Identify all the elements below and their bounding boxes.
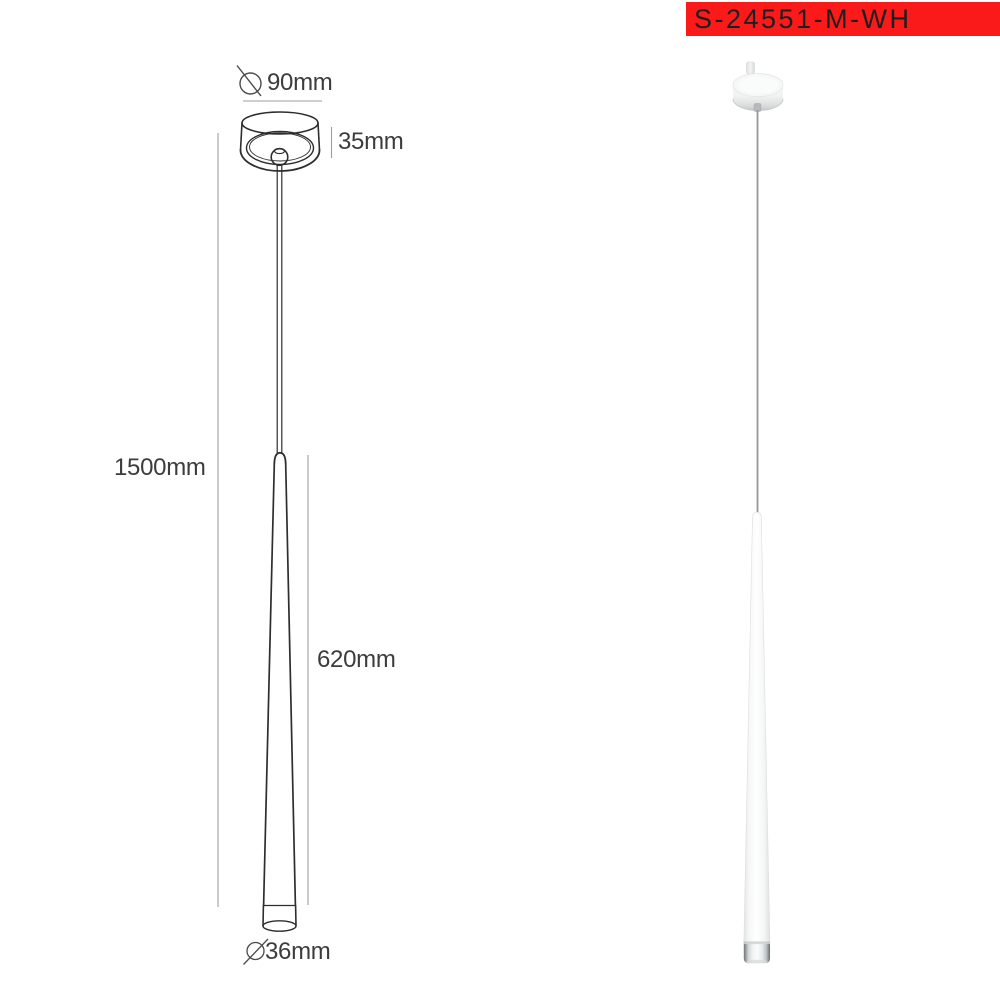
canopy-outline bbox=[241, 112, 320, 171]
dimension-lines bbox=[218, 101, 332, 907]
dimension-label-canopy-diameter: 90mm bbox=[267, 69, 333, 96]
suspension-cable-outline bbox=[277, 165, 282, 454]
diameter-icon bbox=[237, 66, 261, 97]
dimension-label-body-length: 620mm bbox=[317, 646, 396, 673]
cone-outline bbox=[263, 453, 296, 931]
render-cone bbox=[744, 512, 770, 941]
product-render bbox=[733, 62, 783, 963]
render-cable bbox=[757, 110, 759, 516]
dimension-label-total-height: 1500mm bbox=[114, 454, 206, 481]
dimension-label-canopy-height: 35mm bbox=[338, 128, 404, 155]
render-diffuser-ring bbox=[744, 942, 770, 964]
product-code-text: S-24551-M-WH bbox=[694, 3, 912, 34]
render-ceiling-stub bbox=[747, 62, 755, 74]
cable-gland-outline bbox=[271, 148, 288, 165]
dimension-label-tip-diameter: 36mm bbox=[265, 938, 331, 965]
render-canopy bbox=[733, 74, 783, 112]
